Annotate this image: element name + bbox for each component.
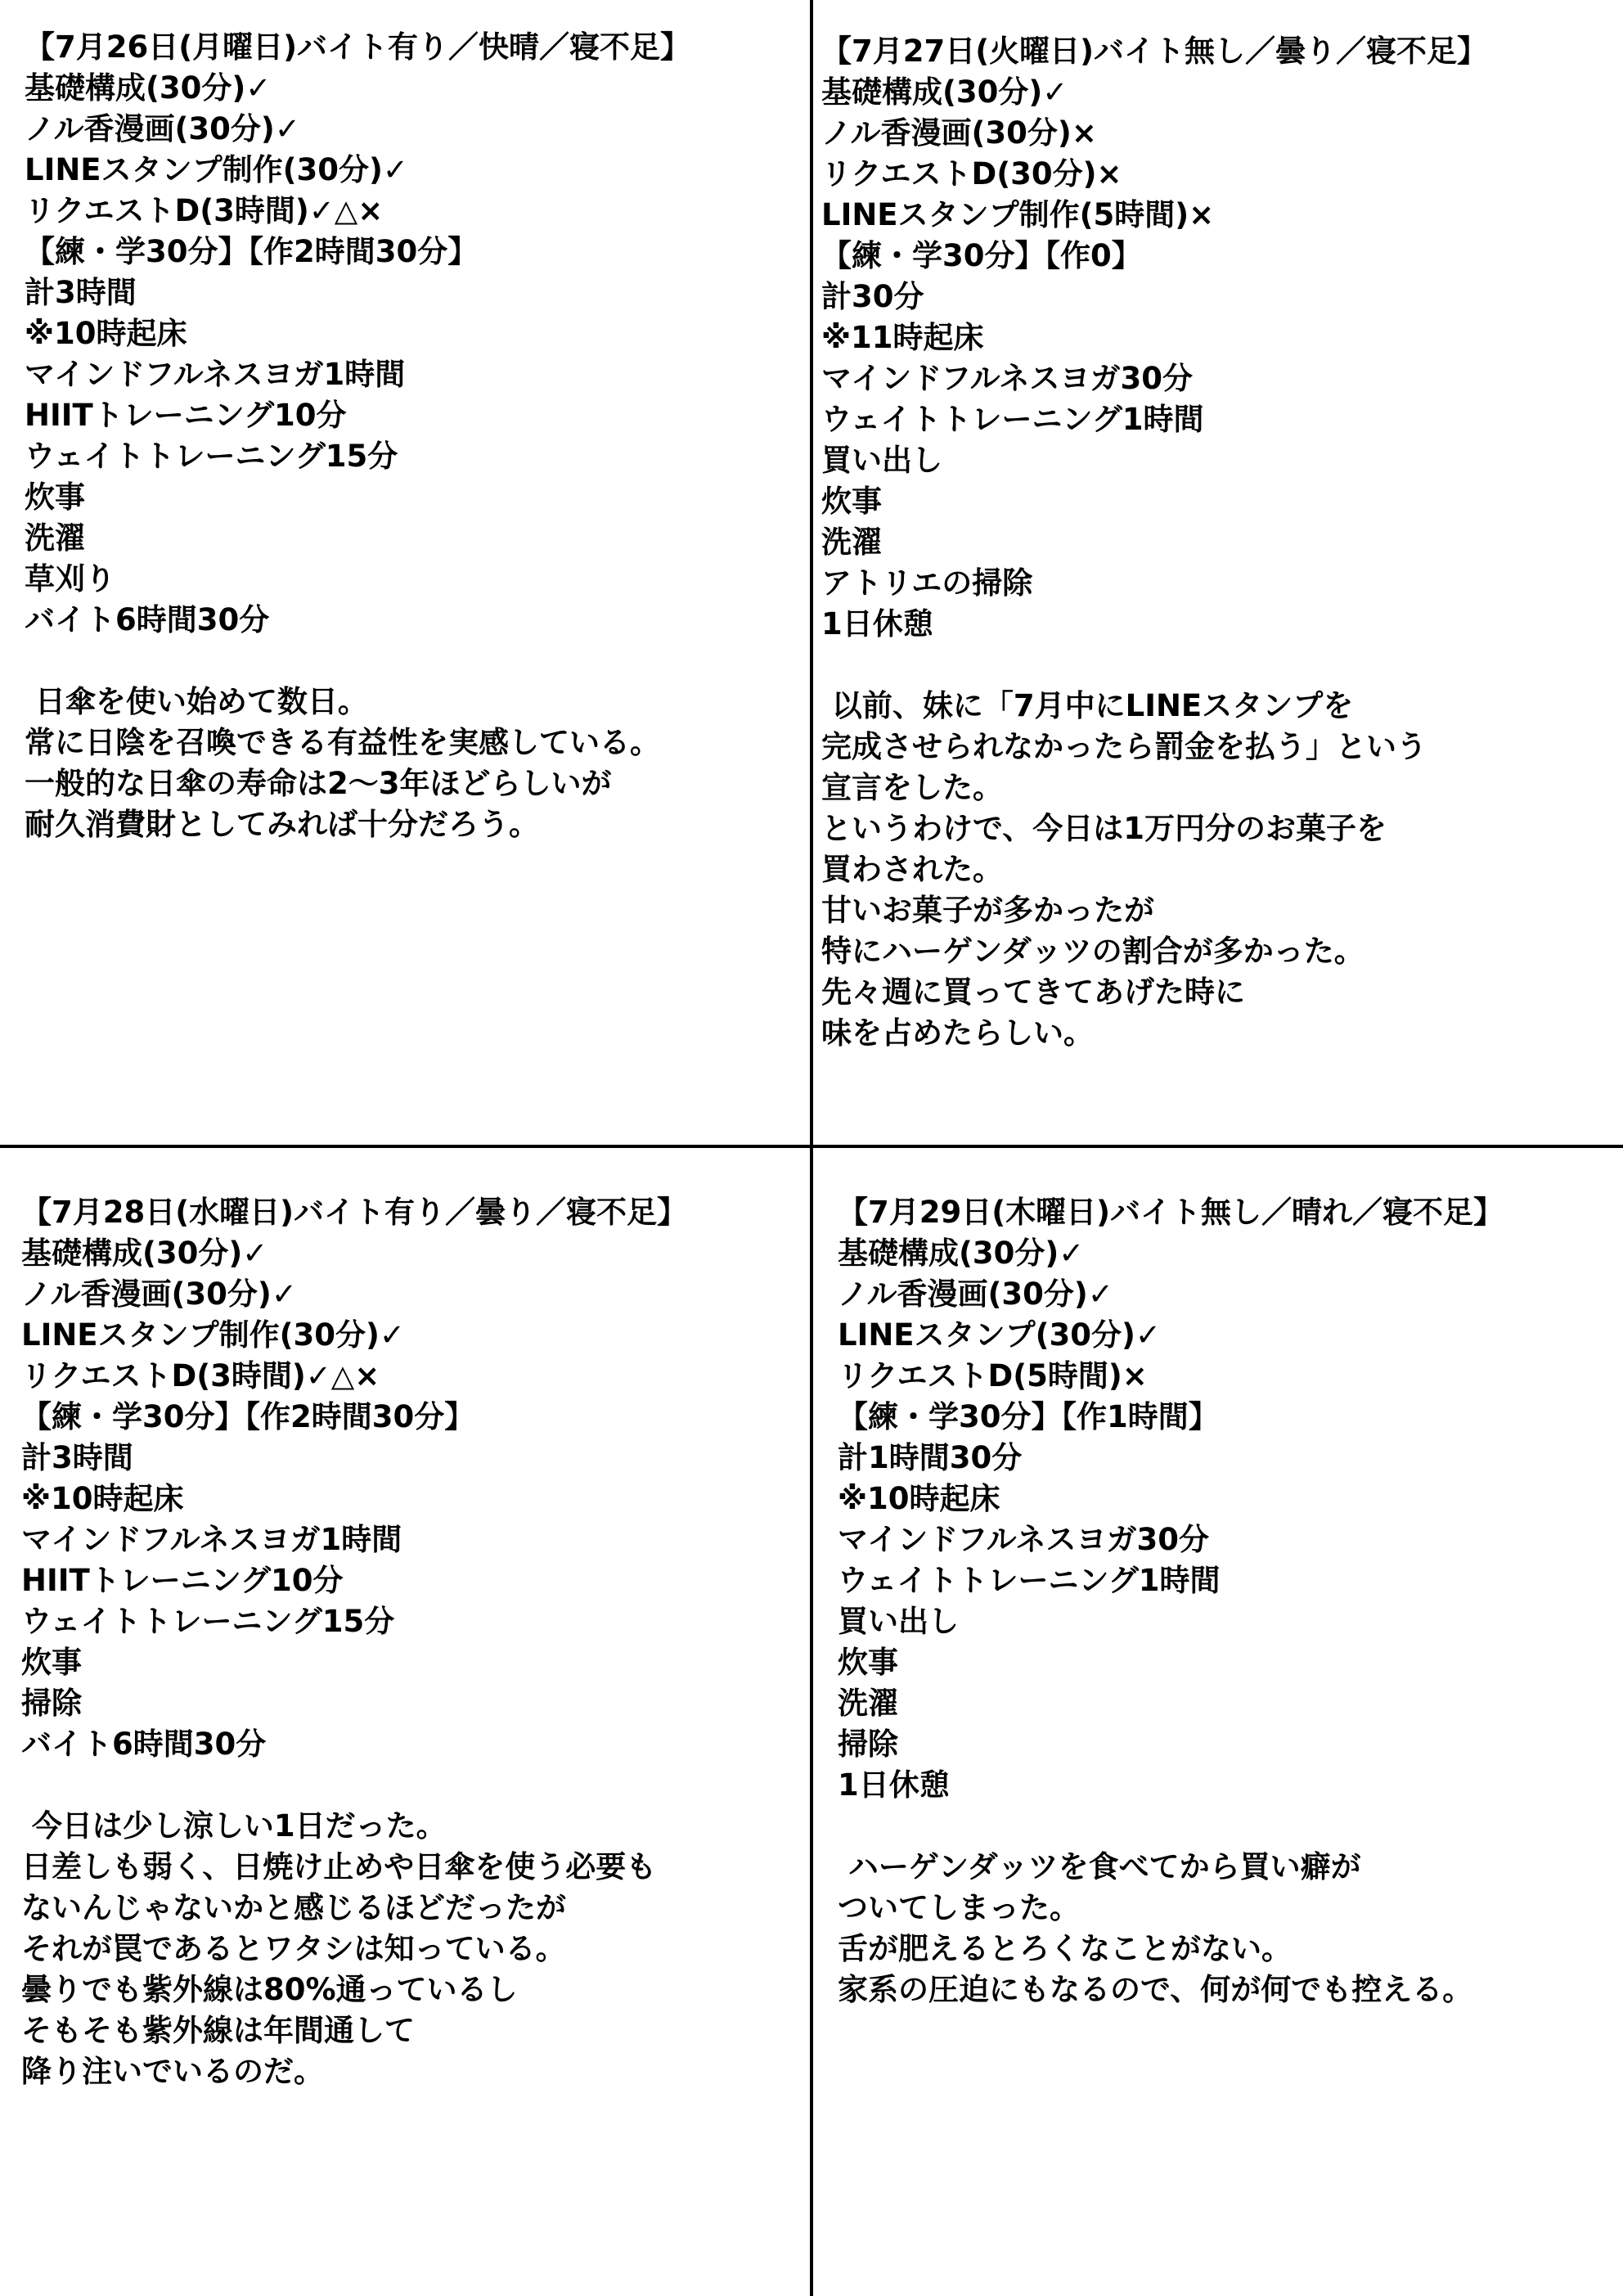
entry-line: 耐久消費財としてみれば十分だろう。 (25, 807, 539, 842)
entry-line: 洗濯 (25, 520, 85, 556)
entry-line: ※11時起床 (821, 320, 984, 355)
entry-line: リクエストD(30分)× (821, 156, 1122, 191)
entry-line: 日差しも弱く、日焼け止めや日傘を使う必要も (21, 1849, 657, 1884)
entry-line: それが罠であるとワタシは知っている。 (21, 1931, 566, 1966)
entry-line: マインドフルネスヨガ30分 (838, 1522, 1210, 1557)
entry-line: アトリエの掃除 (821, 565, 1033, 601)
entry-line: 1日休憩 (838, 1767, 950, 1803)
entry-line: ついてしまった。 (838, 1890, 1080, 1925)
entry-line: 完成させられなかったら罰金を払う」という (821, 729, 1427, 764)
entry-line: HIITトレーニング10分 (25, 398, 347, 433)
entry-line: リクエストD(5時間)× (838, 1358, 1148, 1393)
entry-heading: 【7月28日(水曜日)バイト有り／曇り／寝不足】 (21, 1195, 688, 1230)
diary-panel-july-27 (821, 31, 1487, 1054)
entry-line: バイト6時間30分 (21, 1727, 267, 1762)
entry-line: 【練・学30分】【作1時間】 (838, 1399, 1219, 1434)
entry-line: ノル香漫画(30分)× (821, 115, 1097, 151)
entry-line: 計1時間30分 (838, 1440, 1023, 1475)
entry-line: ※10時起床 (21, 1481, 184, 1516)
entry-heading: 【7月29日(木曜日)バイト無し／晴れ／寝不足】 (838, 1195, 1504, 1230)
diary-panel-july-28 (21, 1192, 687, 2092)
entry-line: そもそも紫外線は年間通して (21, 2013, 415, 2048)
entry-line: 炊事 (25, 479, 85, 515)
entry-line: 降り注いでいるのだ。 (21, 2054, 324, 2089)
entry-line (25, 641, 690, 682)
entry-heading: 【7月27日(火曜日)バイト無し／曇り／寝不足】 (821, 34, 1488, 69)
entry-line: LINEスタンプ制作(5時間)× (821, 197, 1215, 232)
entry-line: ないんじゃないかと感じるほどだったが (21, 1890, 566, 1925)
entry-line: 【練・学30分】【作2時間30分】 (25, 234, 479, 269)
entry-line: ウェイトトレーニング1時間 (838, 1563, 1221, 1598)
entry-line: 日傘を使い始めて数日。 (25, 684, 368, 719)
entry-line: 計30分 (821, 279, 924, 314)
entry-line: 炊事 (838, 1645, 898, 1680)
entry-heading: 【7月26日(月曜日)バイト有り／快晴／寝不足】 (25, 29, 691, 65)
entry-line: 家系の圧迫にもなるので、何が何でも控える。 (838, 1972, 1473, 2007)
entry-line: 一般的な日傘の寿命は2〜3年ほどらしいが (25, 766, 612, 801)
entry-line: 基礎構成(30分)✓ (821, 74, 1068, 110)
entry-line (838, 1806, 1504, 1847)
entry-line: ウェイトトレーニング1時間 (821, 402, 1204, 437)
entry-line: 掃除 (838, 1727, 898, 1762)
entry-line: 常に日陰を召喚できる有益性を実感している。 (25, 725, 660, 760)
entry-line: ハーゲンダッツを食べてから買い癖が (838, 1849, 1361, 1884)
entry-line: というわけで、今日は1万円分のお菓子を (821, 811, 1387, 846)
entry-line: 特にハーゲンダッツの割合が多かった。 (821, 934, 1364, 969)
entry-line: ※10時起床 (838, 1481, 1000, 1516)
entry-line: 買わされた。 (821, 852, 1003, 887)
entry-line: 草刈り (25, 561, 115, 597)
entry-line: 掃除 (21, 1686, 82, 1721)
entry-line: リクエストD(3時間)✓△× (21, 1358, 380, 1393)
entry-line: ノル香漫画(30分)✓ (25, 111, 300, 146)
entry-line: 先々週に買ってきてあげた時に (821, 975, 1245, 1010)
diary-panel-july-29 (838, 1192, 1504, 2010)
entry-line: 基礎構成(30分)✓ (21, 1236, 268, 1271)
entry-line: 基礎構成(30分)✓ (838, 1236, 1085, 1271)
entry-line: HIITトレーニング10分 (21, 1563, 344, 1598)
entry-line: 甘いお菓子が多かったが (821, 893, 1154, 928)
entry-line: ウェイトトレーニング15分 (25, 439, 398, 474)
entry-line: 買い出し (821, 443, 942, 478)
entry-line: ※10時起床 (25, 316, 187, 351)
entry-line: ノル香漫画(30分)✓ (21, 1276, 297, 1312)
entry-line: 曇りでも紫外線は80%通っているし (21, 1972, 518, 2007)
entry-line: バイト6時間30分 (25, 602, 270, 637)
entry-line: ウェイトトレーニング15分 (21, 1604, 395, 1639)
entry-line: 計3時間 (25, 275, 137, 310)
entry-line: 以前、妹に「7月中にLINEスタンプを (821, 688, 1354, 723)
entry-line: 洗濯 (821, 524, 882, 560)
entry-line: 1日休憩 (821, 606, 933, 642)
entry-line: ノル香漫画(30分)✓ (838, 1276, 1113, 1312)
entry-line: 炊事 (821, 484, 882, 519)
entry-line: マインドフルネスヨガ1時間 (21, 1522, 402, 1557)
entry-line: リクエストD(3時間)✓△× (25, 193, 384, 228)
entry-line: 基礎構成(30分)✓ (25, 70, 272, 106)
entry-line: 味を占めたらしい。 (821, 1015, 1094, 1051)
horizontal-divider (0, 1145, 1623, 1148)
entry-line: 炊事 (21, 1645, 82, 1680)
entry-line: 舌が肥えるとろくなことがない。 (838, 1931, 1292, 1966)
vertical-divider (810, 0, 813, 2296)
entry-line (821, 645, 1487, 686)
diary-panel-july-26 (25, 27, 690, 845)
entry-line: LINEスタンプ(30分)✓ (838, 1317, 1161, 1353)
entry-line: マインドフルネスヨガ30分 (821, 361, 1194, 396)
entry-line: 宣言をした。 (821, 770, 1003, 805)
entry-line: 洗濯 (838, 1686, 898, 1721)
entry-line: 【練・学30分】【作0】 (821, 238, 1142, 273)
entry-line: LINEスタンプ制作(30分)✓ (21, 1317, 405, 1353)
entry-line: マインドフルネスヨガ1時間 (25, 357, 406, 392)
entry-line: LINEスタンプ制作(30分)✓ (25, 152, 408, 187)
entry-line: 今日は少し涼しい1日だった。 (21, 1808, 447, 1844)
entry-line (21, 1765, 687, 1806)
entry-line: 買い出し (838, 1604, 959, 1639)
entry-line: 【練・学30分】【作2時間30分】 (21, 1399, 475, 1434)
entry-line: 計3時間 (21, 1440, 133, 1475)
